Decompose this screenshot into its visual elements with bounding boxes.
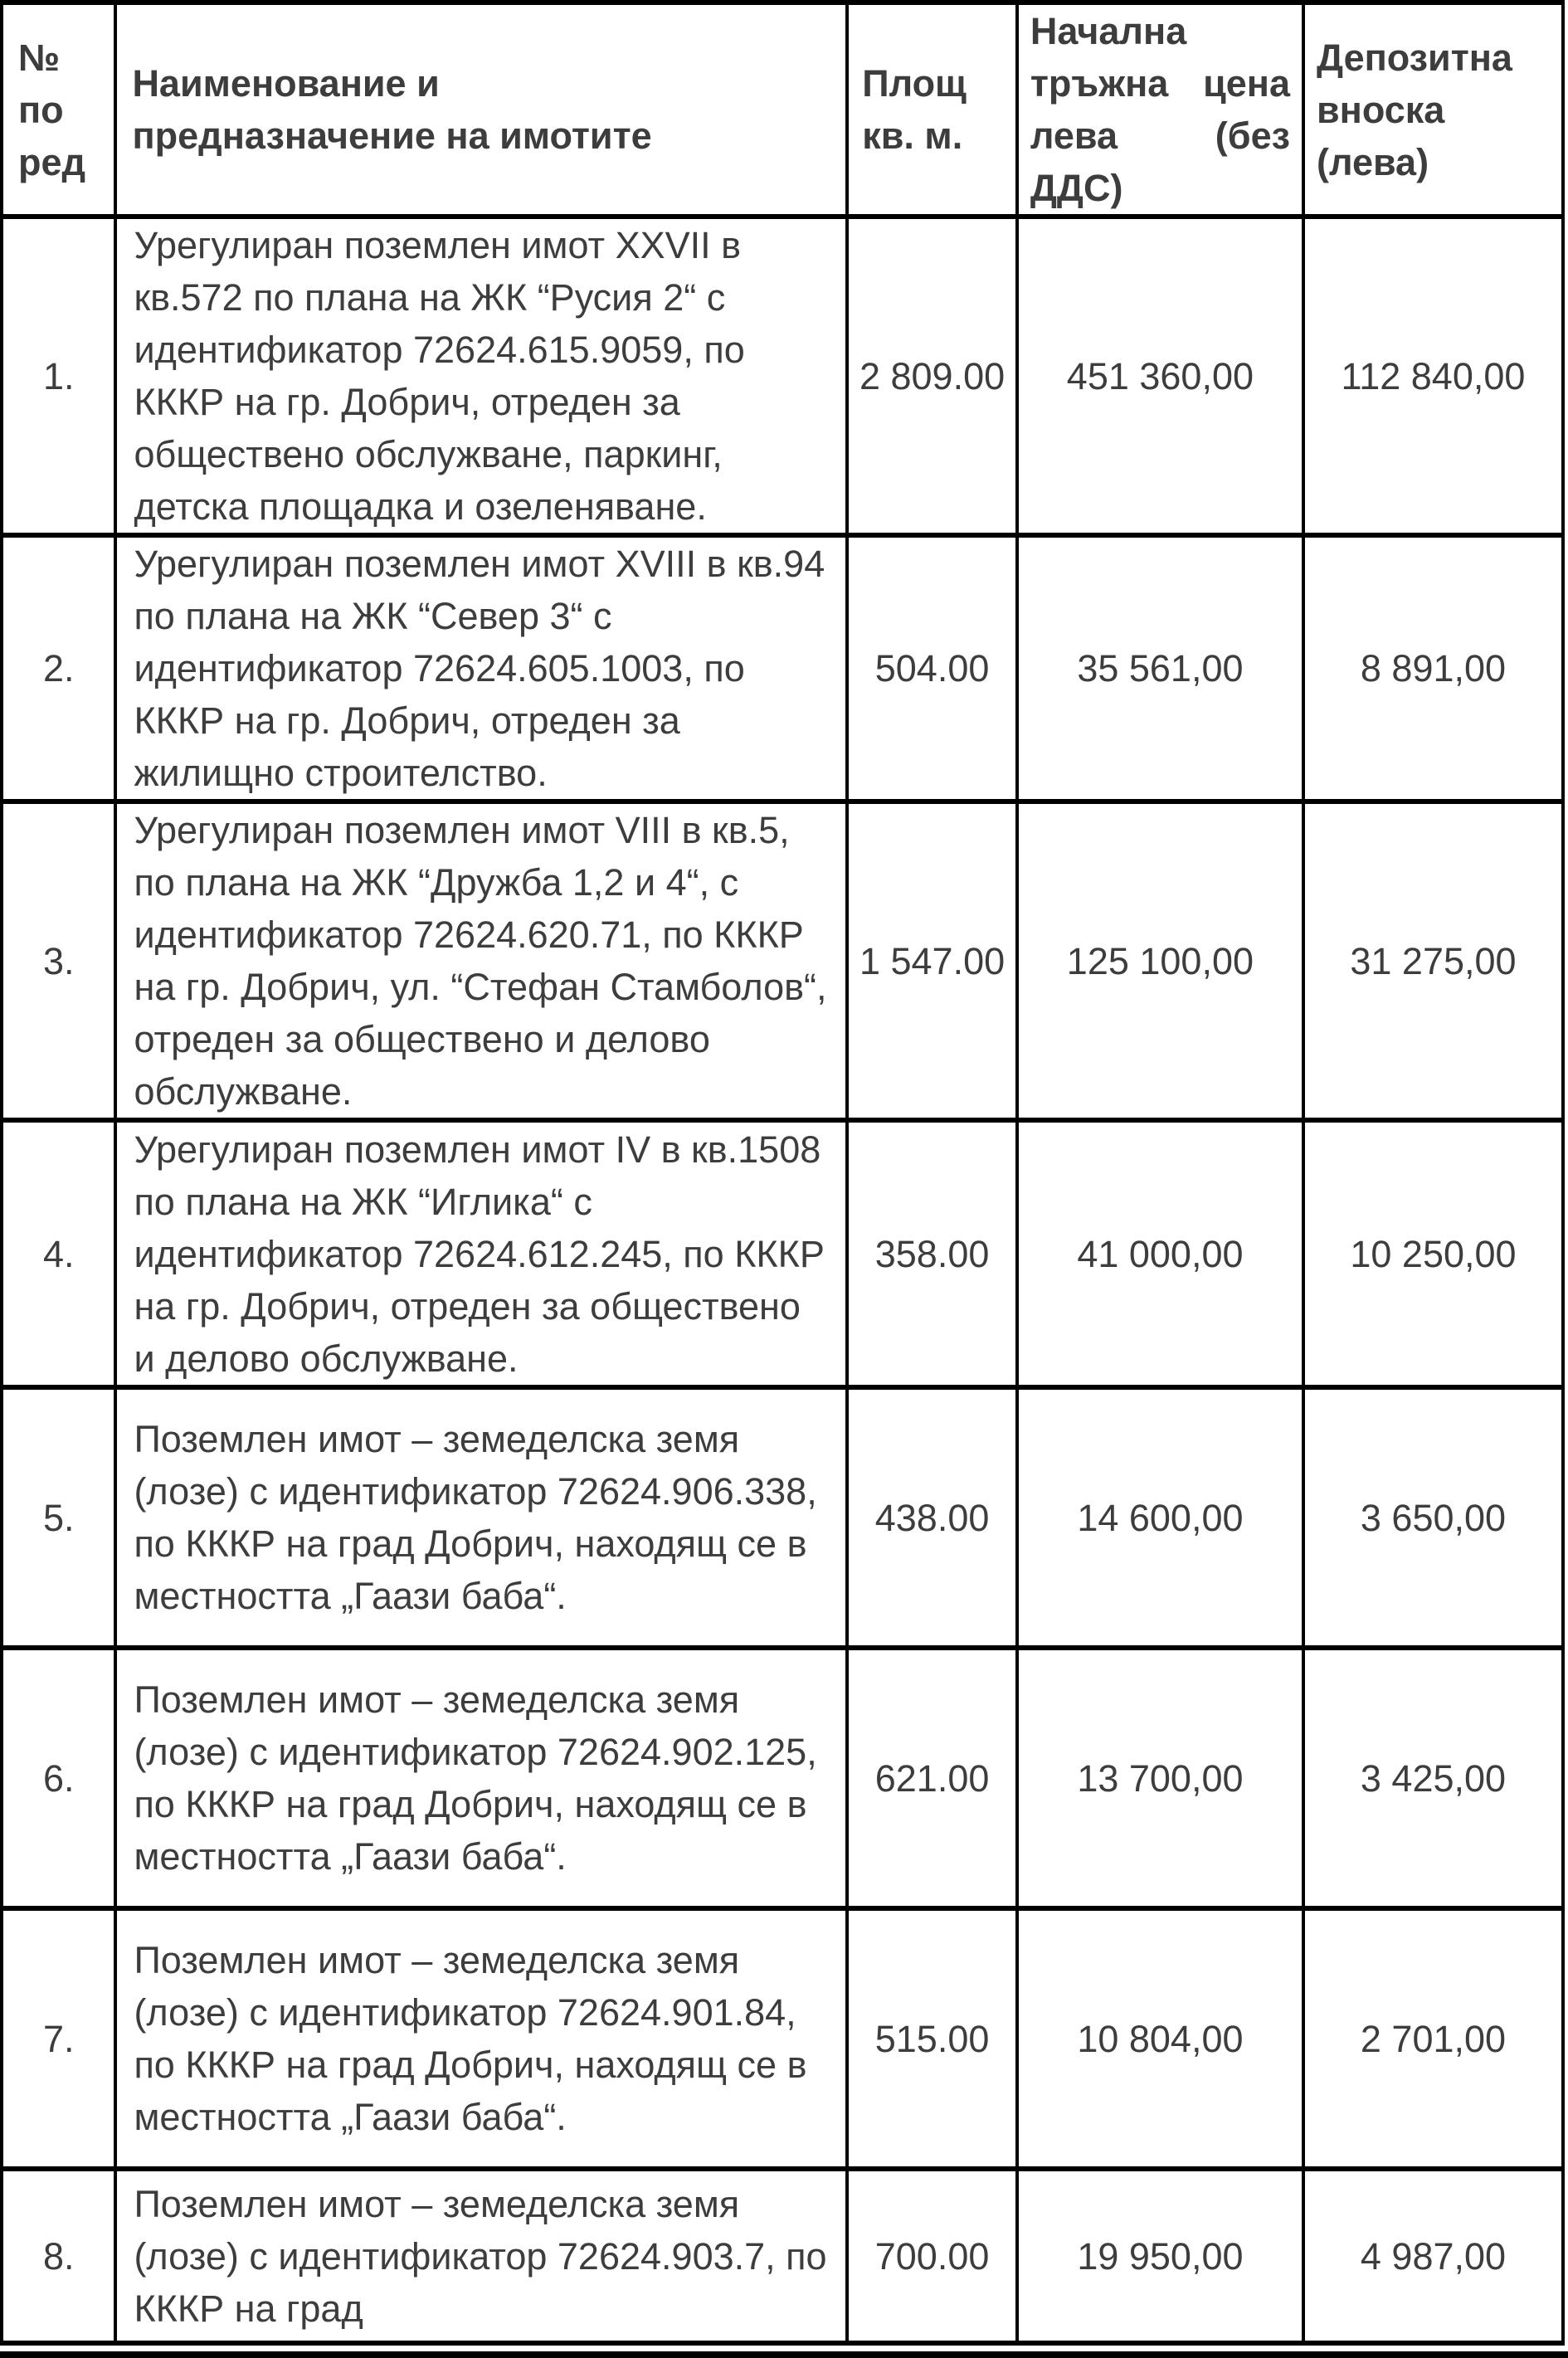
description-cell: Поземлен имот – земеделска земя (лозе) с идентификатор 72624.902.125, по КККР на град Добрич, находящ се в местността „Гаази баба“. (115, 1648, 847, 1908)
description-cell: Урегулиран поземлен имот XXVII в кв.572 по плана на ЖК “Русия 2“ с идентификатор 72624.615.9059, по КККР на гр. Добрич, отреден за обществено обслужване, паркинг, детска площадка и озеленяване. (115, 217, 847, 535)
area-cell: 504.00 (847, 535, 1017, 801)
area-cell: 621.00 (847, 1648, 1017, 1908)
area-cell: 438.00 (847, 1387, 1017, 1648)
price-cell: 13 700,00 (1017, 1648, 1303, 1908)
table-row (2, 801, 1563, 1120)
table-row (2, 535, 1563, 801)
table-row (2, 2169, 1563, 2343)
header-starting-price: Начална тръжна цена лева (без ДДС) (1017, 2, 1303, 217)
row-number-cell: 2. (2, 535, 115, 801)
price-cell: 41 000,00 (1017, 1120, 1303, 1387)
table-header (2, 2, 1563, 217)
area-cell: 2 809.00 (847, 217, 1017, 535)
area-cell: 1 547.00 (847, 801, 1017, 1120)
row-number-cell: 1. (2, 217, 115, 535)
description-cell: Урегулиран поземлен имот IV в кв.1508 по плана на ЖК “Иглика“ с идентификатор 72624.612.245, по КККР на гр. Добрич, отреден за обществено и делово обслужване. (115, 1120, 847, 1387)
header-row-number: № по ред (2, 2, 115, 217)
deposit-cell: 8 891,00 (1303, 535, 1563, 801)
price-cell: 125 100,00 (1017, 801, 1303, 1120)
table-row (2, 1387, 1563, 1648)
row-number-cell: 7. (2, 1908, 115, 2169)
row-number-cell: 6. (2, 1648, 115, 1908)
price-cell: 451 360,00 (1017, 217, 1303, 535)
deposit-cell: 3 425,00 (1303, 1648, 1563, 1908)
header-row (2, 2, 1563, 217)
price-cell: 35 561,00 (1017, 535, 1303, 801)
deposit-cell: 2 701,00 (1303, 1908, 1563, 2169)
area-cell: 700.00 (847, 2169, 1017, 2343)
row-number-cell: 5. (2, 1387, 115, 1648)
row-number-cell: 8. (2, 2169, 115, 2343)
price-cell: 19 950,00 (1017, 2169, 1303, 2343)
table-row (2, 1648, 1563, 1908)
description-cell: Урегулиран поземлен имот VIII в кв.5, по плана на ЖК “Дружба 1,2 и 4“, с идентификатор 72624.620.71, по КККР на гр. Добрич, ул. “Стефан Стамболов“, отреден за обществено и делово обслужване. (115, 801, 847, 1120)
description-cell: Урегулиран поземлен имот XVIII в кв.94 по плана на ЖК “Север 3“ с идентификатор 72624.605.1003, по КККР на гр. Добрич, отреден за жилищно строителство. (115, 535, 847, 801)
description-cell: Поземлен имот – земеделска земя (лозе) с идентификатор 72624.906.338, по КККР на град Добрич, находящ се в местността „Гаази баба“. (115, 1387, 847, 1648)
bottom-border-strip (0, 2351, 1568, 2358)
description-cell: Поземлен имот – земеделска земя (лозе) с идентификатор 72624.901.84, по КККР на град Добрич, находящ се в местността „Гаази баба“. (115, 1908, 847, 2169)
description-cell: Поземлен имот – земеделска земя (лозе) с идентификатор 72624.903.7, по КККР на град (115, 2169, 847, 2343)
area-cell: 358.00 (847, 1120, 1017, 1387)
row-number-cell: 3. (2, 801, 115, 1120)
table-row (2, 1120, 1563, 1387)
deposit-cell: 31 275,00 (1303, 801, 1563, 1120)
price-cell: 10 804,00 (1017, 1908, 1303, 2169)
price-cell: 14 600,00 (1017, 1387, 1303, 1648)
header-name-purpose: Наименование и предназначение на имотите (115, 2, 847, 217)
table-body (2, 217, 1563, 2343)
header-deposit: Депозитна вноска (лева) (1303, 2, 1563, 217)
table-row (2, 1908, 1563, 2169)
row-number-cell: 4. (2, 1120, 115, 1387)
deposit-cell: 112 840,00 (1303, 217, 1563, 535)
area-cell: 515.00 (847, 1908, 1017, 2169)
deposit-cell: 10 250,00 (1303, 1120, 1563, 1387)
header-area: Площ кв. м. (847, 2, 1017, 217)
table-row (2, 217, 1563, 535)
deposit-cell: 3 650,00 (1303, 1387, 1563, 1648)
deposit-cell: 4 987,00 (1303, 2169, 1563, 2343)
